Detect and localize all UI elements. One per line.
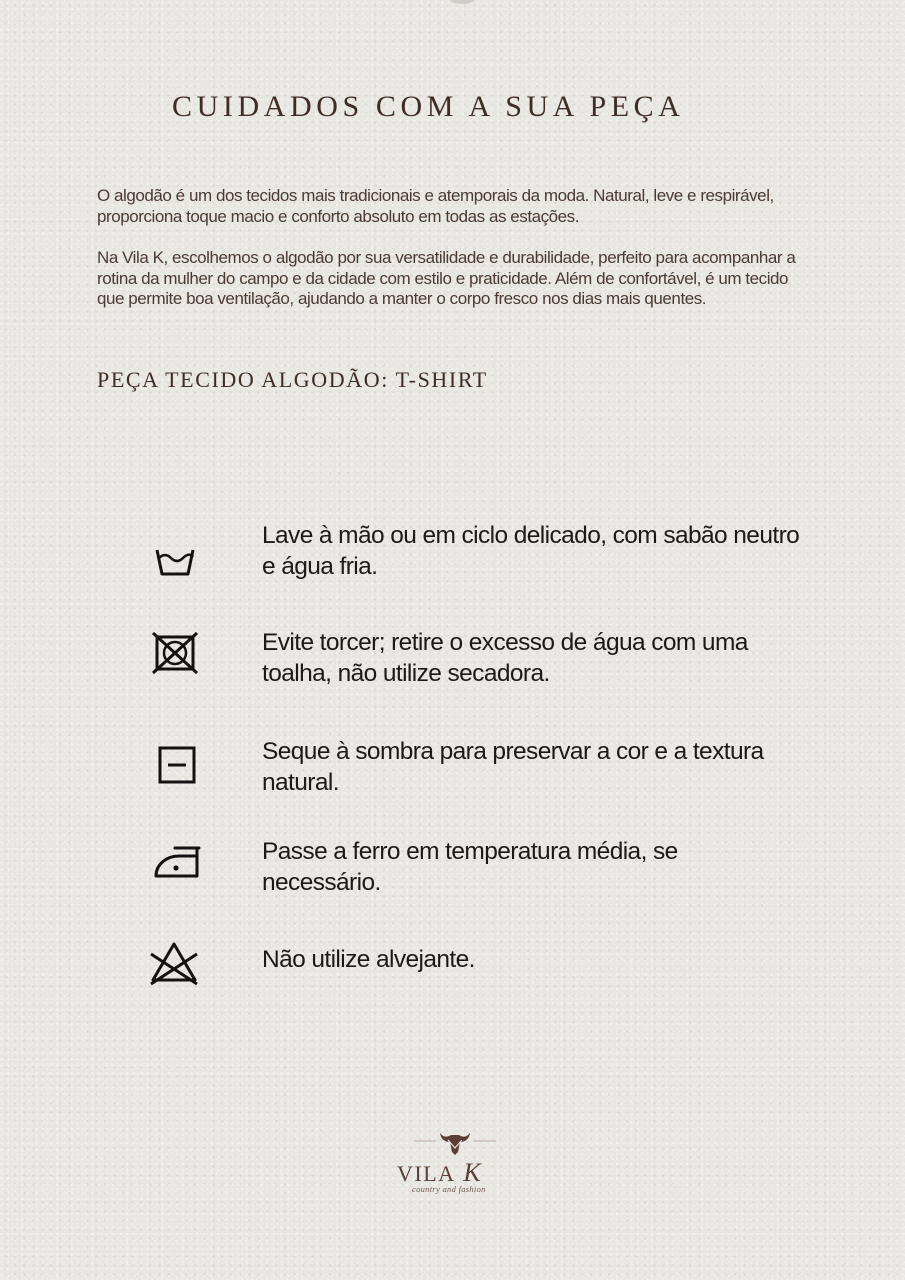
brand-logo: [380, 1128, 530, 1198]
brand-initial: K: [463, 1158, 481, 1187]
page-title: CUIDADOS COM A SUA PEÇA: [172, 90, 685, 123]
brand-name: VILA: [397, 1161, 455, 1186]
brand-tagline: country and fashion: [412, 1184, 486, 1194]
iron-medium-icon: [145, 838, 205, 888]
intro-paragraph-2: Na Vila K, escolhemos o algodão por sua versatilidade e durabilidade, perfeito para acompanhar a rotina da mulher do campo e da cidade com estilo e praticidade. Além de confortável, é um tecido que permite boa ventilação, ajudando a manter o corpo fresco nos dias mais quentes.: [97, 248, 796, 308]
no-bleach-icon: [145, 938, 205, 988]
care-text-wash: Lave à mão ou em ciclo delicado, com sabão neutro e água fria.: [262, 522, 800, 580]
intro-paragraph-1: O algodão é um dos tecidos mais tradicionais e atemporais da moda. Natural, leve e respirável, proporciona toque macio e conforto absoluto em todas as estações.: [97, 186, 774, 226]
care-text-bleach: Não utilize alvejante.: [262, 946, 475, 973]
care-text-shade: Seque à sombra para preservar a cor e a textura natural.: [262, 738, 764, 796]
top-decoration: [449, 0, 475, 4]
care-text-iron: Passe a ferro em temperatura média, se necessário.: [262, 838, 678, 896]
care-text-dry: Evite torcer; retire o excesso de água com uma toalha, não utilize secadora.: [262, 629, 748, 687]
dry-flat-shade-icon: [145, 742, 205, 792]
hand-wash-icon: [145, 532, 205, 582]
garment-subtitle: PEÇA TECIDO ALGODÃO: T-SHIRT: [97, 367, 488, 392]
no-tumble-dry-icon: [145, 629, 205, 679]
